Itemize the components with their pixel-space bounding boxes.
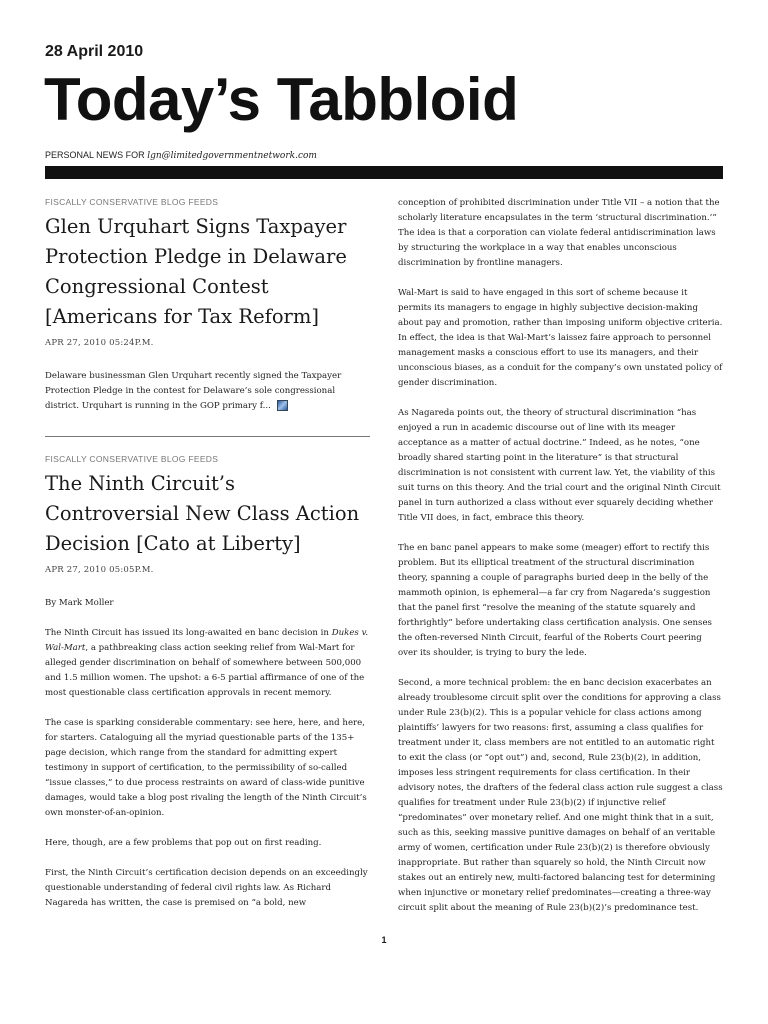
header-divider-bar bbox=[45, 166, 723, 179]
left-column bbox=[45, 196, 370, 926]
paragraph-text: The Ninth Circuit has issued its long-awaited en banc decision in bbox=[45, 628, 332, 638]
issue-date: 28 April 2010 bbox=[45, 43, 144, 60]
article-timestamp: APR 27, 2010 05:24P.M. bbox=[45, 338, 154, 348]
article-byline: By Mark Moller bbox=[45, 598, 114, 608]
article-ninth-circuit bbox=[45, 453, 370, 911]
article-paragraph: The en banc panel appears to make some (meager) effort to rectify this problem. But its elliptical treatment of the structural discrimination theory, spanning a couple of paragraphs buried deep in the belly of the mammoth opinion, is ephemeral—a far cry from Nagareda’s suggestion that the panel first “resolve the meaning of the statute squarely and forthrightly” before undertaking class certification analysis. One senses the often-reversed Ninth Circuit, fearful of the Roberts Court peering over its shoulder, is trying to bury the lede. bbox=[398, 543, 712, 658]
article-paragraph: Wal-Mart is said to have engaged in this sort of scheme because it permits its managers to engage in highly subjective decision-making about pay and promotion, rather than imposing uniform objective criteria. In effect, the idea is that Wal-Mart’s laissez faire approach to personnel management masks a conscious effort to use its managers, and their unconscious biases, as a conduit for the company’s own unstated policy of gender discrimination. bbox=[398, 288, 723, 388]
article-paragraph bbox=[45, 626, 370, 701]
article-paragraph: As Nagareda points out, the theory of structural discrimination “has enjoyed a run in academic discourse out of line with its meager acceptance as a matter of actual doctrine.” Indeed, as he notes, “one broadly shared starting point in the literature” is that structural discrimination is not consistent with current law. Yet, the viability of this suit turns on this theory. And the trial court and the original Ninth Circuit panel in turn authorized a class without ever squarely deciding whether Title VII does, in fact, embrace this theory. bbox=[398, 408, 721, 523]
case-name: Dukes v. Wal-Mart bbox=[45, 628, 369, 653]
article-summary-text: Delaware businessman Glen Urquhart recently signed the Taxpayer Protection Pledge in the contest for Delaware’s sole congressional district. Urquhart is running in the GOP primary f... bbox=[45, 371, 342, 411]
personal-news-prefix: PERSONAL NEWS FOR bbox=[45, 150, 148, 160]
article-timestamp: APR 27, 2010 05:05P.M. bbox=[45, 565, 154, 575]
article-paragraph: Here, though, are a few problems that pop out on first reading. bbox=[45, 838, 322, 848]
article-kicker: FISCALLY CONSERVATIVE BLOG FEEDS bbox=[45, 197, 219, 207]
article-thumbnail-icon[interactable] bbox=[277, 400, 288, 411]
article-headline[interactable]: The Ninth Circuit’s Controversial New Class Action Decision [Cato at Liberty] bbox=[45, 472, 360, 555]
right-column bbox=[398, 196, 723, 931]
paragraph-text: , a pathbreaking class action seeking relief from Wal-Mart for alleged gender discrimination on behalf of somewhere between 500,000 and 1.5 million women. The upshot: a 6-5 partial affirmance of one of the most questionable class certification approvals in recent memory. bbox=[45, 643, 365, 698]
article-paragraph: Second, a more technical problem: the en banc decision exacerbates an already troublesome circuit split over the conditions for approving a class under Rule 23(b)(2). This is a popular vehicle for class actions among plaintiffs’ lawyers for two reasons: first, assuming a class qualifies for treatment under it, class members are not entitled to an automatic right to exit the class (or “opt out”) and, second, Rule 23(b)(2), in addition, imposes less stringent requirements for class certification. In their advisory notes, the drafters of the federal class action rule suggest a class qualifies for treatment under Rule 23(b)(2) if injunctive relief “predominates” over monetary relief. And one might think that in a suit, such as this, seeking massive punitive damages on behalf of an veritable army of women, certification under Rule 23(b)(2) is therefore obviously inappropriate. But rather than squarely so hold, the Ninth Circuit now stakes out an entirely new, multi-factored balancing test for determining when injunctive or monetary relief predominates—creating a three-way circuit split about the meaning of Rule 23(b)(2)’s predominance test. bbox=[398, 678, 723, 913]
article-divider bbox=[45, 436, 370, 437]
article-paragraph: First, the Ninth Circuit’s certification decision depends on an exceedingly questionable understanding of federal civil rights law. As Richard Nagareda has written, the case is premised on “a bold, new bbox=[45, 868, 368, 908]
personal-news-line bbox=[45, 150, 317, 161]
article-summary bbox=[45, 369, 370, 414]
article-kicker: FISCALLY CONSERVATIVE BLOG FEEDS bbox=[45, 454, 219, 464]
article-urquhart bbox=[45, 196, 370, 414]
article-paragraph: conception of prohibited discrimination under Title VII – a notion that the scholarly literature encapsulates in the term ‘structural discrimination.’” The idea is that a corporation can violate federal antidiscrimination laws by structuring the workplace in a way that enables unconscious discrimination by frontline managers. bbox=[398, 198, 720, 268]
article-headline[interactable]: Glen Urquhart Signs Taxpayer Protection Pledge in Delaware Congressional Contest [Americans for Tax Reform] bbox=[45, 215, 347, 328]
article-paragraph: The case is sparking considerable commentary: see here, here, and here, for starters. Cataloguing all the myriad questionable parts of the 135+ page decision, which range from the standard for admitting expert testimony in support of certification, to the permissibility of so-called “issue classes,” to due process restraints on award of class-wide punitive damages, would take a blog post rivaling the length of the Ninth Circuit’s own monster-of-an-opinion. bbox=[45, 718, 367, 818]
recipient-email: lgn@limitedgovernmentnetwork.com bbox=[147, 151, 317, 161]
masthead-title: Today’s Tabbloid bbox=[44, 66, 519, 133]
page-number: 1 bbox=[381, 935, 387, 945]
